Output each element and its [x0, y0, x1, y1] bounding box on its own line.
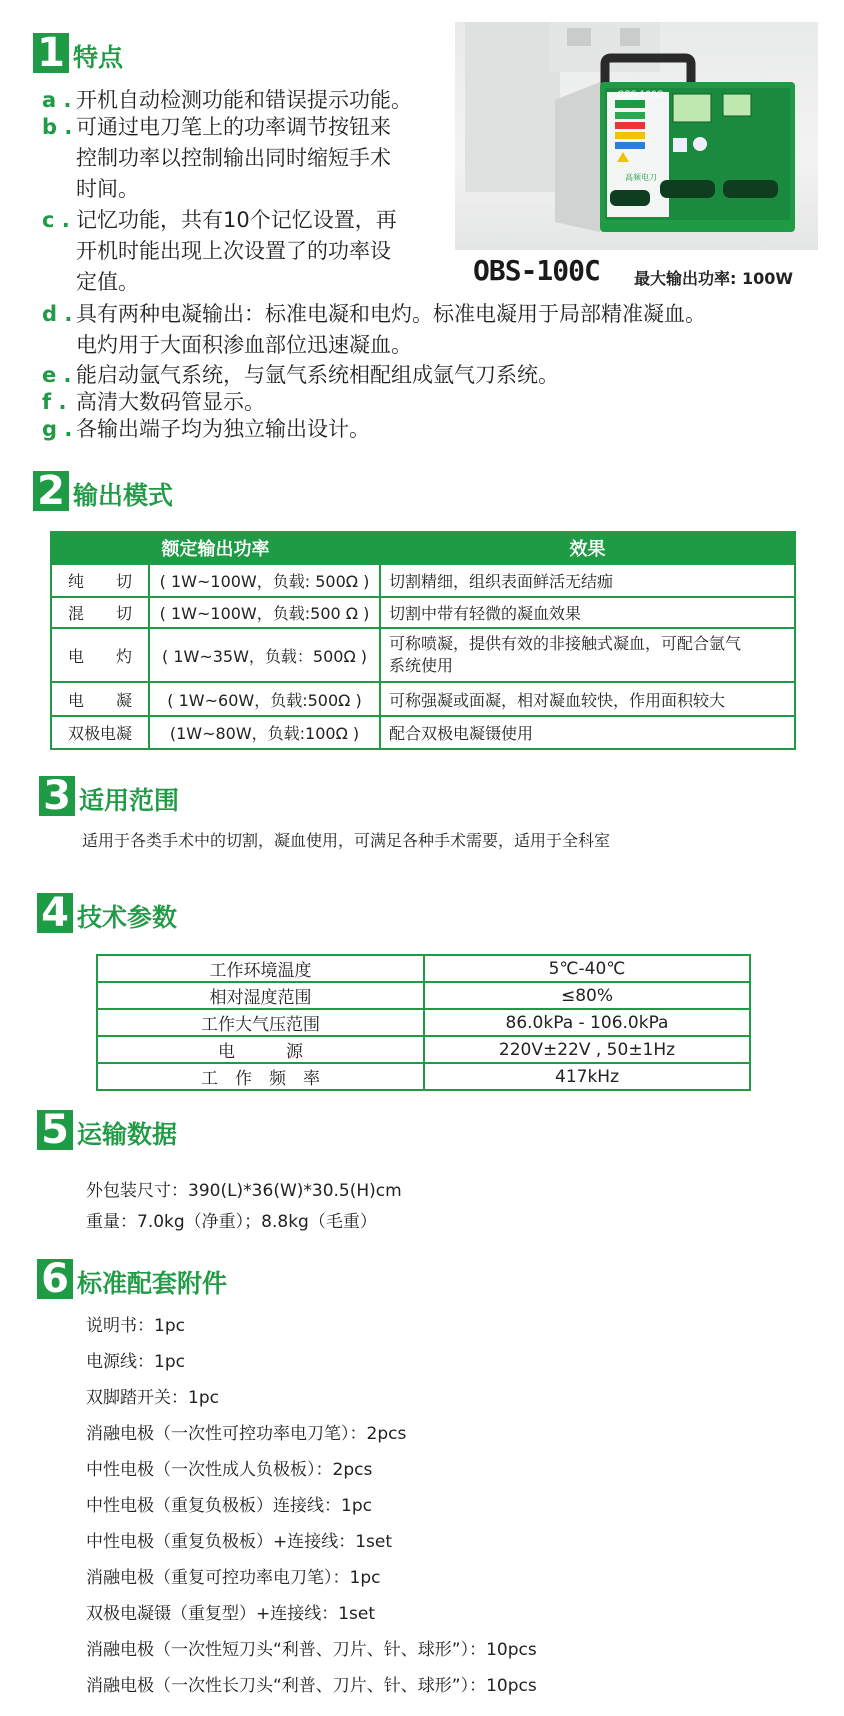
feature-line: 记忆功能，共有10个记忆设置，再	[76, 208, 397, 232]
section-2-header	[33, 468, 174, 514]
param-value: 86.0kPa - 106.0kPa	[424, 1009, 750, 1036]
mode-power: ( 1W~100W，负载:500 Ω )	[149, 597, 380, 628]
feature-letter: f .	[42, 390, 67, 414]
section-number: 2	[33, 471, 69, 511]
feature-line: 各输出端子均为独立输出设计。	[76, 417, 370, 441]
feature-line: 可通过电刀笔上的功率调节按钮来	[76, 115, 391, 139]
mode-power: (1W~80W，负载:100Ω )	[149, 716, 380, 749]
mode-power: ( 1W~100W，负载: 500Ω )	[149, 564, 380, 597]
param-label: 相对湿度范围	[97, 982, 424, 1009]
feature-line: 电灼用于大面积渗血部位迅速凝血。	[76, 333, 412, 357]
feature-text	[76, 87, 412, 114]
section-title: 技术参数	[77, 903, 178, 932]
list-item: 中性电极（重复负极板）+连接线：1set	[86, 1532, 393, 1552]
section-title: 特点	[73, 43, 124, 72]
feature-line: 时间。	[76, 177, 139, 201]
feature-line: 开机时能出现上次设置了的功率设	[76, 239, 391, 263]
mode-power: ( 1W~60W，负载:500Ω )	[149, 682, 380, 716]
section-5-header	[37, 1107, 178, 1153]
param-label: 工作环境温度	[97, 955, 424, 982]
table-header-row	[51, 532, 795, 564]
table-row	[97, 982, 750, 1009]
column-header: 额定输出功率	[51, 532, 380, 564]
mode-effect: 可称强凝或面凝，相对凝血较快，作用面积较大	[380, 682, 795, 716]
feature-letter: e .	[42, 363, 72, 387]
param-value: 417kHz	[424, 1063, 750, 1090]
output-modes-table	[50, 531, 796, 750]
list-item: 说明书：1pc	[86, 1316, 185, 1336]
table-row	[51, 564, 795, 597]
feature-letter: g .	[42, 417, 73, 441]
section-title: 输出模式	[73, 481, 174, 510]
section-number: 5	[37, 1110, 73, 1150]
mode-effect-line: 系统使用	[389, 656, 454, 675]
list-item: 消融电极（重复可控功率电刀笔）：1pc	[86, 1568, 381, 1588]
feature-text	[76, 301, 706, 359]
param-label: 工 作 频 率	[97, 1063, 424, 1090]
list-item: 中性电极（重复负极板）连接线：1pc	[86, 1496, 372, 1516]
mode-effect: 配合双极电凝镊使用	[380, 716, 795, 749]
param-value: ≤80%	[424, 982, 750, 1009]
feature-text	[76, 362, 559, 389]
param-label: 电 源	[97, 1036, 424, 1063]
feature-text	[76, 389, 265, 416]
section-title: 运输数据	[77, 1120, 178, 1149]
section-number: 4	[37, 893, 73, 933]
param-label: 工作大气压范围	[97, 1009, 424, 1036]
section-title: 标准配套附件	[77, 1269, 228, 1298]
list-item: 消融电极（一次性可控功率电刀笔）：2pcs	[86, 1424, 407, 1444]
list-item: 双极电凝镊（重复型）+连接线：1set	[86, 1604, 376, 1624]
tech-params-table	[96, 954, 751, 1091]
feature-letter: c .	[42, 208, 70, 232]
max-power: 最大输出功率: 100W	[634, 269, 794, 288]
mode-power: ( 1W~35W，负载：500Ω )	[149, 628, 380, 682]
list-item: 消融电极（一次性长刀头“利普、刀片、针、球形”）：10pcs	[86, 1676, 537, 1696]
feature-line: 高清大数码管显示。	[76, 390, 265, 414]
table-row	[97, 1009, 750, 1036]
feature-text	[76, 114, 391, 203]
table-row	[51, 597, 795, 628]
device-illustration	[455, 22, 818, 250]
mode-name: 电 凝	[51, 682, 149, 716]
feature-letter: a .	[42, 88, 72, 112]
mode-name: 电 灼	[51, 628, 149, 682]
feature-line: 控制功率以控制输出同时缩短手术	[76, 146, 391, 170]
column-header: 效果	[380, 532, 795, 564]
section-6-header	[37, 1256, 228, 1302]
param-value: 5℃-40℃	[424, 955, 750, 982]
mode-name: 纯 切	[51, 564, 149, 597]
section-number: 6	[37, 1259, 73, 1299]
scope-text: 适用于各类手术中的切割，凝血使用，可满足各种手术需要，适用于全科室	[82, 831, 611, 850]
table-row	[97, 955, 750, 982]
device-label: 高频电刀	[625, 173, 657, 182]
feature-line: 定值。	[76, 270, 139, 294]
list-item: 中性电极（一次性成人负极板）：2pcs	[86, 1460, 373, 1480]
feature-letter: d .	[42, 302, 73, 326]
table-row	[51, 628, 795, 682]
feature-text	[76, 207, 397, 296]
table-row	[97, 1036, 750, 1063]
section-4-header	[37, 890, 178, 936]
package-size: 外包装尺寸：390(L)*36(W)*30.5(H)cm	[86, 1181, 402, 1201]
section-3-header	[39, 773, 180, 819]
feature-line: 开机自动检测功能和错误提示功能。	[76, 88, 412, 112]
mode-effect: 切割精细，组织表面鲜活无结痂	[380, 564, 795, 597]
list-item: 双脚踏开关：1pc	[86, 1388, 219, 1408]
mode-effect	[380, 628, 795, 682]
device-brand: OBS-100C	[617, 90, 663, 100]
list-item: 消融电极（一次性短刀头“利普、刀片、针、球形”）：10pcs	[86, 1640, 537, 1660]
feature-line: 具有两种电凝输出：标准电凝和电灼。标准电凝用于局部精准凝血。	[76, 302, 706, 326]
section-title: 适用范围	[79, 786, 180, 815]
package-weight: 重量：7.0kg（净重）；8.8kg（毛重）	[86, 1212, 377, 1232]
section-1-header	[33, 30, 124, 76]
model-name: OBS-100C	[473, 254, 600, 287]
table-row	[51, 682, 795, 716]
section-number: 1	[33, 33, 69, 73]
feature-line: 能启动氩气系统，与氩气系统相配组成氩气刀系统。	[76, 363, 559, 387]
feature-letter: b .	[42, 115, 73, 139]
table-row	[51, 716, 795, 749]
mode-name: 混 切	[51, 597, 149, 628]
mode-name: 双极电凝	[51, 716, 149, 749]
product-image	[455, 22, 818, 250]
section-number: 3	[39, 776, 75, 816]
param-value: 220V±22V , 50±1Hz	[424, 1036, 750, 1063]
feature-text	[76, 416, 370, 443]
mode-effect: 切割中带有轻微的凝血效果	[380, 597, 795, 628]
list-item: 电源线：1pc	[86, 1352, 185, 1372]
mode-effect-line: 可称喷凝，提供有效的非接触式凝血，可配合氩气	[389, 634, 742, 653]
table-row	[97, 1063, 750, 1090]
